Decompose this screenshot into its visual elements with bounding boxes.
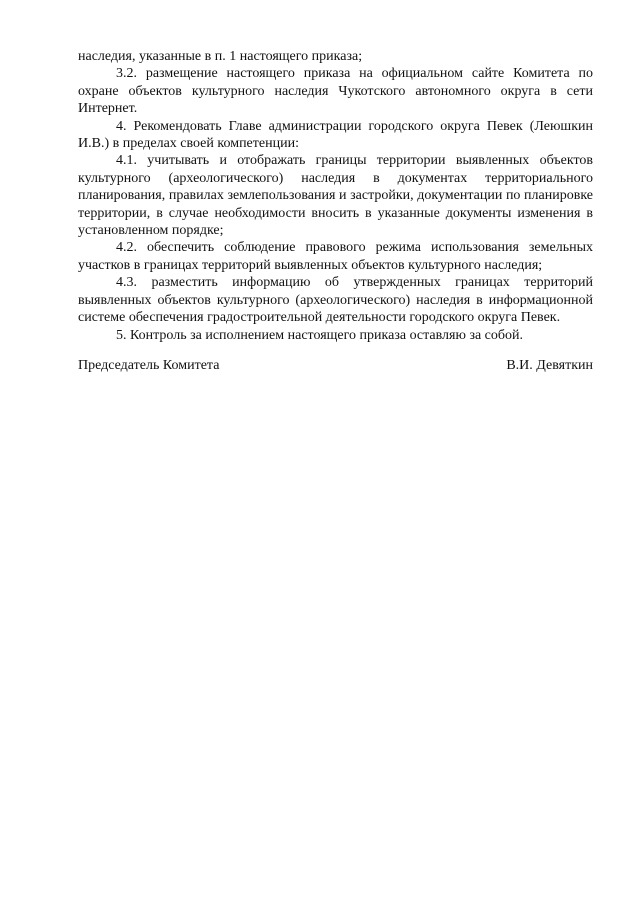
- signatory-position: Председатель Комитета: [78, 358, 220, 373]
- paragraph-3-2: 3.2. размещение настоящего приказа на официальном сайте Комитета по охране объектов культурного наследия Чукотского автономного округа в сети Интернет.: [78, 66, 593, 117]
- document-body: [78, 48, 593, 344]
- signatory-name: В.И. Девяткин: [506, 358, 593, 373]
- paragraph-4-1: 4.1. учитывать и отображать границы территории выявленных объектов культурного (археологического) наследия в документах территориального планирования, правилах землепользования и застройки, документации по планировке территории, в случае необходимости вносить в указанные документы изменения в установленном порядке;: [78, 153, 593, 239]
- paragraph-4: 4. Рекомендовать Главе администрации городского округа Певек (Леюшкин И.В.) в пределах своей компетенции:: [78, 118, 593, 152]
- paragraph-continuation: наследия, указанные в п. 1 настоящего приказа;: [78, 49, 363, 64]
- paragraph-4-3: 4.3. разместить информацию об утвержденных границах территорий выявленных объектов культурного (археологического) наследия в информационной системе обеспечения градостроительной деятельности городского округа Певек.: [78, 275, 593, 326]
- paragraph-4-2: 4.2. обеспечить соблюдение правового режима использования земельных участков в границах территорий выявленных объектов культурного наследия;: [78, 240, 593, 273]
- signature-block: [78, 357, 593, 374]
- paragraph-5: 5. Контроль за исполнением настоящего приказа оставляю за собой.: [116, 327, 524, 343]
